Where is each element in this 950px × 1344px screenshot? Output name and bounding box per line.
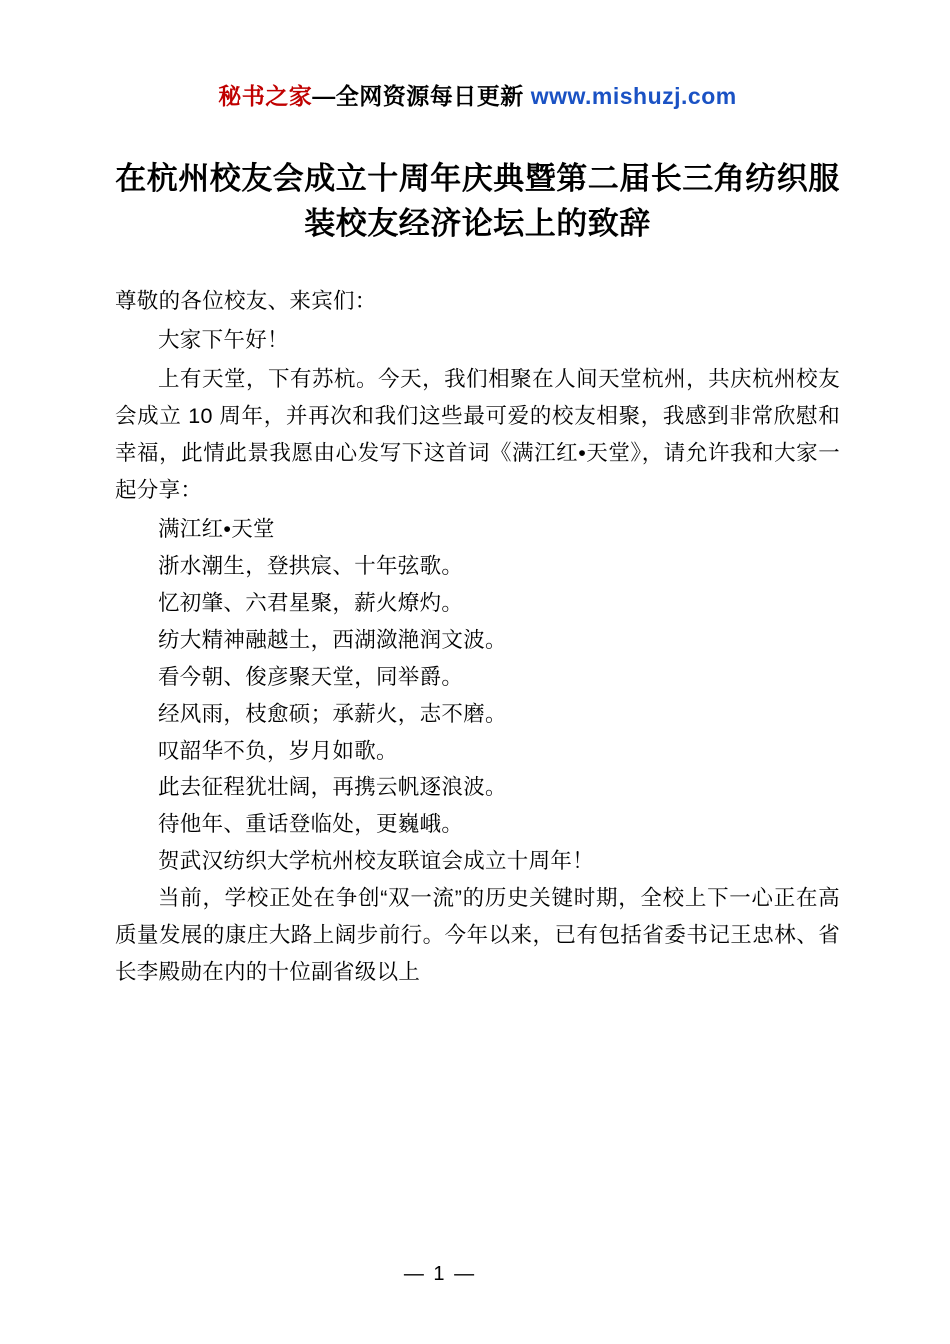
site-tagline: —全网资源每日更新 [312, 83, 531, 109]
poem-line: 经风雨，枝愈硕；承薪火，志不磨。 [158, 701, 507, 726]
poem-line: 此去征程犹壮阔，再携云帆逐浪波。 [158, 775, 507, 800]
paragraph-greeting: 大家下午好！ [158, 327, 289, 352]
poem-line: 待他年、重话登临处，更巍峨。 [158, 812, 464, 837]
poem-line: 纺大精神融越土，西湖潋滟润文波。 [158, 627, 507, 652]
site-brand-name: 秘书之家 [218, 83, 313, 109]
site-watermark-header [115, 78, 840, 111]
site-url-link[interactable]: www.mishuzj.com [530, 83, 737, 109]
poem-line: 贺武汉纺织大学杭州校友联谊会成立十周年！ [158, 849, 595, 874]
salutation: 尊敬的各位校友、来宾们： [115, 288, 377, 313]
poem-line: 浙水潮生，登拱宸、十年弦歌。 [158, 553, 464, 578]
poem-line: 忆初肇、六君星聚，薪火燎灼。 [158, 590, 464, 615]
poem-line: 看今朝、俊彦聚天堂，同举爵。 [158, 664, 464, 689]
page-number: — 1 — [403, 1263, 477, 1285]
paragraph-closing: 当前，学校正处在争创“双一流”的历史关键时期，全校上下一心正在高质量发展的康庄大路上阔步前行。今年以来，已有包括省委书记王忠林、省长李殿勋在内的十位副省级以上 [115, 886, 840, 985]
page-title: 在杭州校友会成立十周年庆典暨第二届长三角纺织服装校友经济论坛上的致辞 [115, 161, 840, 241]
poem-title: 满江红•天堂 [158, 516, 275, 541]
paragraph-intro: 上有天堂，下有苏杭。今天，我们相聚在人间天堂杭州，共庆杭州校友会成立 10 周年，并再次和我们这些最可爱的校友相聚，我感到非常欣慰和幸福，此情此景我愿由心发写下这首词《满江红•天堂》，请允许我和大家一起分享： [115, 366, 840, 502]
poem-line: 叹韶华不负，岁月如歌。 [158, 738, 398, 763]
